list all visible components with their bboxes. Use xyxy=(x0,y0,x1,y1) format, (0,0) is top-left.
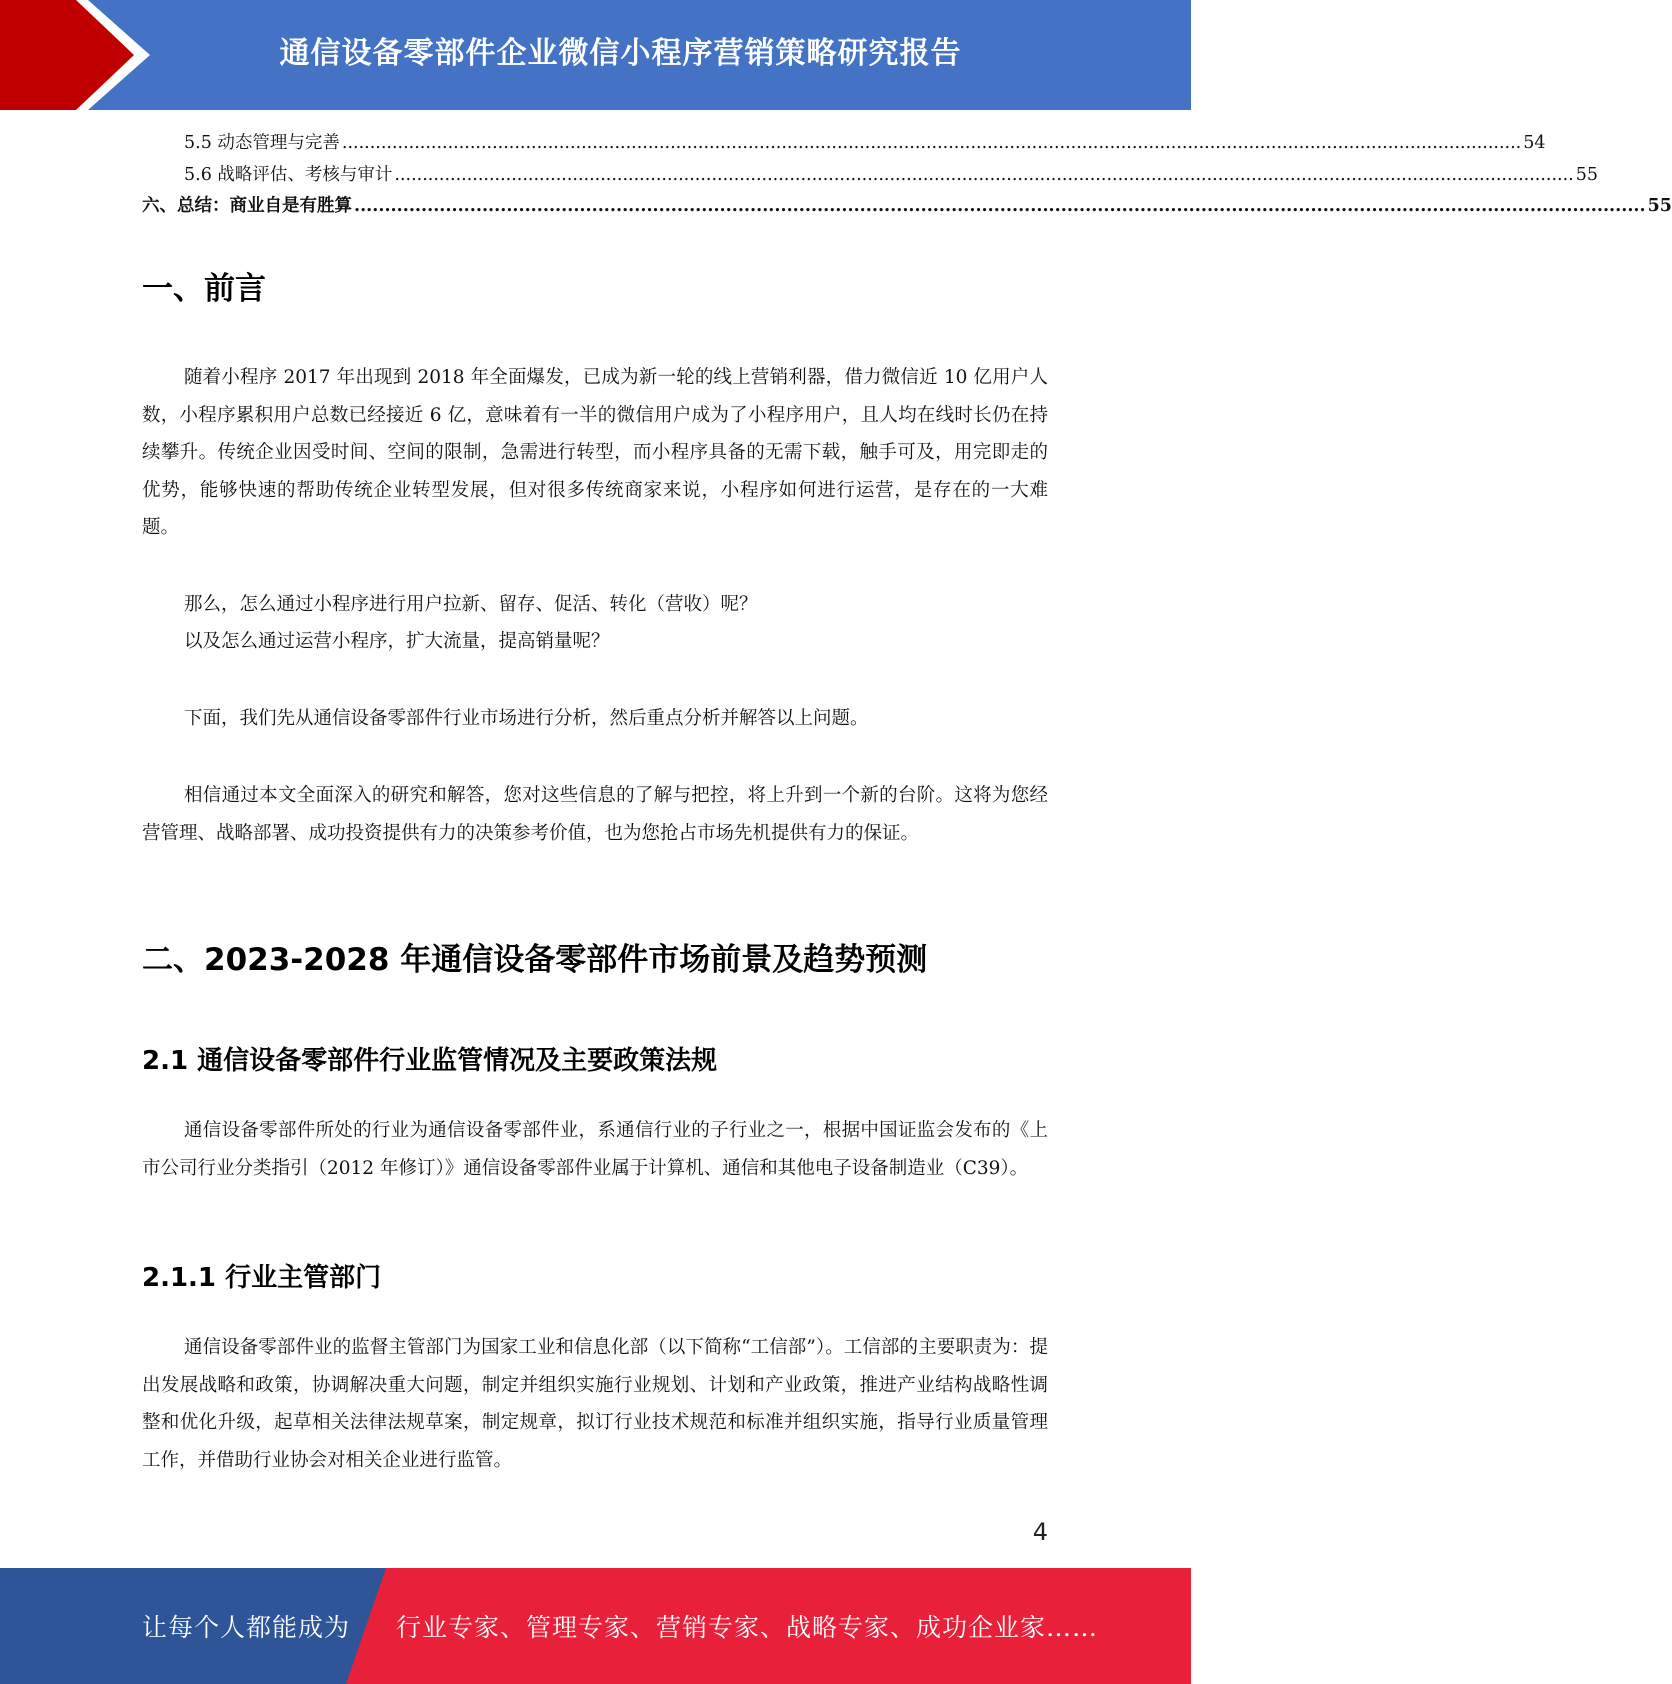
paragraph: 通信设备零部件业的监督主管部门为国家工业和信息化部（以下简称“工信部”）。工信部的主要职责为：提出发展战略和政策，协调解决重大问题，制定并组织实施行业规划、计划和产业政策，推进产业结构战略性调整和优化升级，起草相关法律法规草案，制定规章，拟订行业技术规范和标准并组织实施，指导行业质量管理工作，并借助行业协会对相关企业进行监管。 xyxy=(142,1337,1048,1471)
toc-entry-label: 5.5 动态管理与完善 xyxy=(184,133,340,153)
toc-entry-label: 六、总结：商业自是有胜算 xyxy=(142,196,352,216)
toc-entry-page: 55 xyxy=(1575,164,1598,185)
toc-entry[interactable] xyxy=(142,191,1672,223)
paragraph: 相信通过本文全面深入的研究和解答，您对这些信息的了解与把控，将上升到一个新的台阶。这将为您经营管理、战略部署、成功投资提供有力的决策参考价值，也为您抢占市场先机提供有力的保证。 xyxy=(142,785,1048,844)
subsection-heading: 2.1 通信设备零部件行业监管情况及主要政策法规 xyxy=(142,1046,718,1076)
paragraph: 通信设备零部件所处的行业为通信设备零部件业，系通信行业的子行业之一，根据中国证监会发布的《上市公司行业分类指引（2012 年修订）》通信设备零部件业属于计算机、通信和其他电子设备制造业（C39）。 xyxy=(142,1120,1048,1179)
footer-slogan-left: 让每个人都能成为 xyxy=(142,1613,351,1642)
toc-leader-dots: .................................................................................................................................................................................................................... xyxy=(341,133,1522,153)
table-of-contents xyxy=(142,128,1672,223)
toc-entry-page: 55 xyxy=(1647,196,1672,216)
paragraph: 随着小程序 2017 年出现到 2018 年全面爆发，已成为新一轮的线上营销利器，借力微信近 10 亿用户人数，小程序累积用户总数已经接近 6 亿，意味着有一半的微信用户成为了小程序用户，且人均在线时长仍在持续攀升。传统企业因受时间、空间的限制，急需进行转型，而小程序具备的无需下载，触手可及，用完即走的优势，能够快速的帮助传统企业转型发展，但对很多传统商家来说，小程序如何进行运营，是存在的一大难题。 xyxy=(142,367,1048,538)
paragraph: 以及怎么通过运营小程序，扩大流量，提高销量呢？ xyxy=(184,631,610,652)
paragraph: 那么，怎么通过小程序进行用户拉新、留存、促活、转化（营收）呢？ xyxy=(184,594,758,615)
toc-entry-label: 5.6 战略评估、考核与审计 xyxy=(184,164,393,185)
header-arrow-icon xyxy=(0,0,150,110)
page-number: 4 xyxy=(1032,1518,1048,1546)
header-title: 通信设备零部件企业微信小程序营销策略研究报告 xyxy=(279,36,962,71)
toc-leader-dots: .................................................................................................................................................................................................................... xyxy=(354,196,1646,216)
footer-slogan-right: 行业专家、管理专家、营销专家、战略专家、成功企业家…… xyxy=(396,1613,1099,1642)
toc-entry-page: 54 xyxy=(1523,133,1546,153)
paragraph: 下面，我们先从通信设备零部件行业市场进行分析，然后重点分析并解答以上问题。 xyxy=(184,708,869,729)
subsection-heading: 2.1.1 行业主管部门 xyxy=(142,1263,382,1293)
toc-entry[interactable] xyxy=(142,160,1598,192)
page-header xyxy=(0,0,1191,110)
section-heading-preface: 一、前言 xyxy=(142,271,266,307)
toc-entry[interactable] xyxy=(142,128,1546,160)
section-heading-forecast: 二、2023-2028 年通信设备零部件市场前景及趋势预测 xyxy=(142,942,928,978)
page-footer xyxy=(0,1568,1191,1684)
toc-leader-dots: .................................................................................................................................................................................................................... xyxy=(394,164,1574,185)
